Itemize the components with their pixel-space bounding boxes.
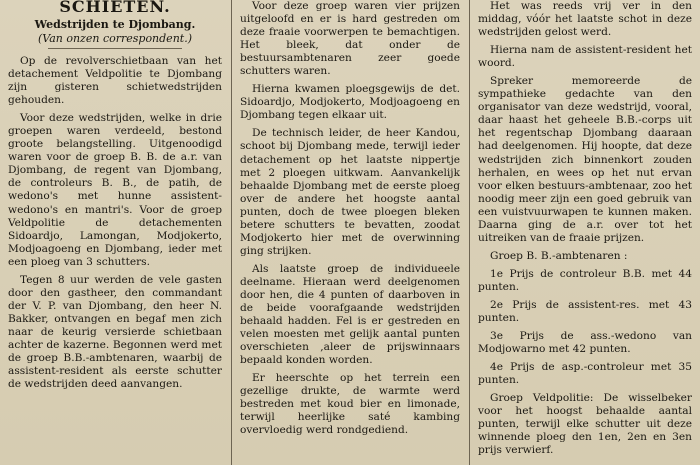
paragraph: Groep Veldpolitie: De wisselbeker voor het hoogst behaalde aantal punten, terwijl elke schutter uit deze winnende ploeg den 1en, 2en en 3en prijs verwierf.	[478, 392, 692, 457]
article-byline: (Van onzen correspondent.)	[37, 32, 192, 45]
paragraph: Voor deze groep waren vier prijzen uitgeloofd en er is hard gestreden om deze fraaie voorwerpen te bemachtigen. Het bleek, dat onder de bestuursambtenaren zeer goede schutters waren.	[240, 0, 460, 78]
section-heading: SCHIETEN.	[59, 0, 171, 16]
paragraph: Het was reeds vrij ver in den middag, vóór het laatste schot in deze wedstrijden gelost werd.	[478, 0, 692, 39]
paragraph: Voor deze wedstrijden, welke in drie groepen waren verdeeld, bestond groote belangstelling. Uitgenoodigd waren voor de groep B. B. de a.r. van Djombang, de regent van Djombang, de controleurs B. B., de patih, de wedono's met hunne assistent-wedono's en mantri's. Voor de groep Veldpolitie de detachementen Sidoardjo, Lamongan, Modjokerto, Modjoagoeng en Djombang, ieder met een ploeg van 3 schutters.	[8, 112, 222, 268]
article-subheading: Wedstrijden te Djombang.	[34, 18, 196, 31]
paragraph: Er heerschte op het terrein een gezellige drukte, de warmte werd bestreden met koud bier en limonade, terwijl heerlijke saté kambing overvloedig werd rondgediend.	[240, 372, 460, 437]
prize-entry: 1e Prijs de controleur B.B. met 44 punten.	[478, 267, 692, 293]
prize-entry: 2e Prijs de assistent-res. met 43 punten.	[478, 298, 692, 325]
article-column-1	[0, 0, 230, 465]
prize-entry: 3e Prijs de ass.-wedono van Modjowarno met 42 punten.	[478, 330, 692, 356]
paragraph: De technisch leider, de heer Kandou, schoot bij Djombang mede, terwijl ieder detachement op het laatste nippertje met 2 ploegen uitkwam. Aanvankelijk behaalde Djombang met de eerste ploeg over de andere het hoogste aantal punten, doch de twee ploegen bleken betere schutters te bevatten, zoodat Modjokerto hier met de overwinning ging strijken.	[240, 127, 460, 257]
heading-divider	[48, 48, 182, 49]
prize-group-heading: Groep B. B.-ambtenaren :	[490, 249, 628, 262]
paragraph: Als laatste groep de individueele deelname. Hieraan werd deelgenomen door hen, die 4 punten of daarboven in de beide voorafgaande wedstrijden behaald hadden. Fel is er gestreden en velen moesten met gelijk aantal punten overschieten ,aleer de prijswinnaars bepaald konden worden.	[240, 262, 460, 367]
paragraph: Spreker memoreerde de sympathieke gedachte van den organisator van deze wedstrijd, vooral, daar haast het geheele B.B.-corps uit het regentschap Djombang daaraan had deelgenomen. Hij hoopte, dat deze wedstrijden zich binnenkort zouden herhalen, en wees op het nut ervan voor elken bestuurs-ambtenaar, zoo het noodig meer zijn een goed gebruik van een vuistvuurwapen te kunnen maken. Daarna ging de a.r. over tot het uitreiken van de fraaie prijzen.	[478, 75, 692, 244]
article-column-2	[232, 0, 468, 465]
paragraph: Hierna kwamen ploegsgewijs de det. Sidoardjo, Modjokerto, Modjoagoeng en Djombang tegen elkaar uit.	[240, 83, 460, 122]
paragraph: Hierna nam de assistent-resident het woord.	[478, 44, 692, 70]
article-column-3	[470, 0, 700, 465]
paragraph: Tegen 8 uur werden de vele gasten door den gastheer, den commandant der V. P. van Djombang, den heer N. Bakker, ontvangen en begaf men zich naar de keurig versierde schietbaan achter de kazerne. Begonnen werd met de groep B.B.-ambtenaren, waarbij de assistent-resident als eerste schutter de wedstrijden deed aanvangen.	[8, 273, 222, 391]
paragraph: Op de revolverschietbaan van het detachement Veldpolitie te Djombang zijn gisteren schietwedstrijden gehouden.	[8, 55, 222, 107]
prize-entry: 4e Prijs de asp.-controleur met 35 punten.	[478, 361, 692, 387]
